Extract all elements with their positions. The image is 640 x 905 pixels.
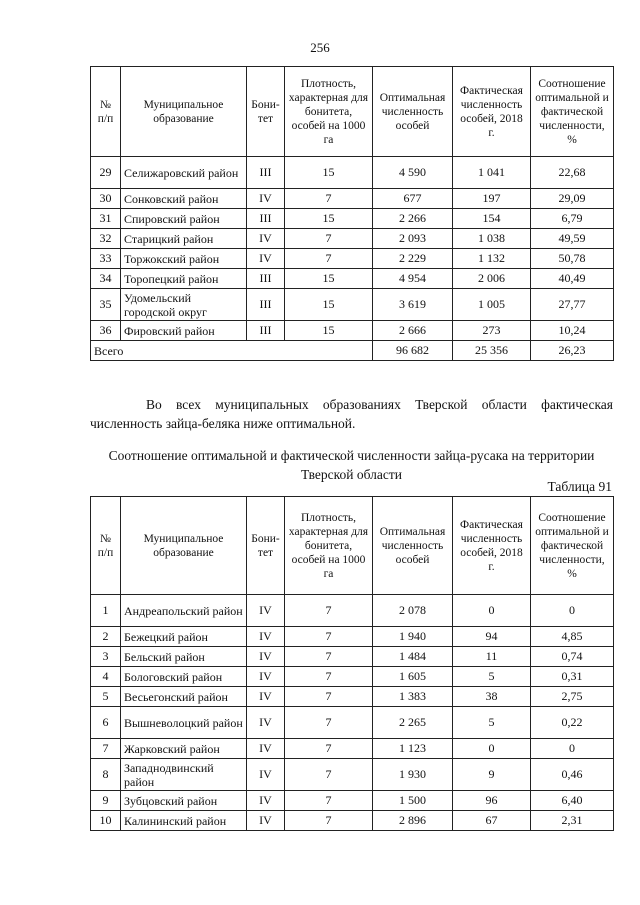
row-bonitet: IV xyxy=(247,595,285,627)
row-ratio: 0 xyxy=(531,739,614,759)
row-actual: 0 xyxy=(453,739,531,759)
row-ratio: 0,22 xyxy=(531,707,614,739)
row-ratio: 49,59 xyxy=(531,229,614,249)
row-municipality: Фировский район xyxy=(121,321,247,341)
total-optimal: 96 682 xyxy=(373,341,453,361)
header-bonitet: Бони-тет xyxy=(247,497,285,595)
row-density: 7 xyxy=(285,791,373,811)
page-number: 256 xyxy=(310,40,330,55)
row-number: 3 xyxy=(91,647,121,667)
row-municipality: Калининский район xyxy=(121,811,247,831)
header-municipality: Муниципальное образование xyxy=(121,67,247,157)
row-optimal: 1 123 xyxy=(373,739,453,759)
row-density: 15 xyxy=(285,157,373,189)
header-actual: Фактическая численность особей, 2018 г. xyxy=(453,67,531,157)
table-row xyxy=(91,289,614,321)
row-ratio: 2,31 xyxy=(531,811,614,831)
row-actual: 1 041 xyxy=(453,157,531,189)
row-municipality: Селижаровский район xyxy=(121,157,247,189)
row-actual: 154 xyxy=(453,209,531,229)
row-optimal: 1 484 xyxy=(373,647,453,667)
row-number: 33 xyxy=(91,249,121,269)
row-actual: 273 xyxy=(453,321,531,341)
row-actual: 5 xyxy=(453,667,531,687)
row-number: 36 xyxy=(91,321,121,341)
row-density: 7 xyxy=(285,189,373,209)
row-municipality: Жарковский район xyxy=(121,739,247,759)
row-bonitet: IV xyxy=(247,229,285,249)
population-table-rusak xyxy=(90,496,614,831)
table-caption: Соотношение оптимальной и фактической численности зайца-русака на территории Тверской области xyxy=(108,448,595,482)
table-row xyxy=(91,209,614,229)
header-ratio: Соотношение оптимальной и фактической численности, % xyxy=(531,67,614,157)
table-number-label: Таблица 91 xyxy=(547,479,612,494)
table-row xyxy=(91,157,614,189)
row-actual: 5 xyxy=(453,707,531,739)
row-bonitet: IV xyxy=(247,759,285,791)
row-ratio: 10,24 xyxy=(531,321,614,341)
row-optimal: 4 954 xyxy=(373,269,453,289)
row-optimal: 2 093 xyxy=(373,229,453,249)
total-row xyxy=(91,341,614,361)
row-bonitet: IV xyxy=(247,687,285,707)
table-row xyxy=(91,647,614,667)
row-bonitet: IV xyxy=(247,811,285,831)
table-row xyxy=(91,595,614,627)
row-municipality: Удомельский городской округ xyxy=(121,289,247,321)
table-row xyxy=(91,707,614,739)
row-optimal: 1 383 xyxy=(373,687,453,707)
row-actual: 0 xyxy=(453,595,531,627)
row-municipality: Вышневолоцкий район xyxy=(121,707,247,739)
row-optimal: 2 265 xyxy=(373,707,453,739)
header-ratio: Соотношение оптимальной и фактической численности, % xyxy=(531,497,614,595)
table-row xyxy=(91,739,614,759)
header-optimal: Оптимальная численность особей xyxy=(373,67,453,157)
row-number: 10 xyxy=(91,811,121,831)
row-density: 7 xyxy=(285,759,373,791)
row-optimal: 1 605 xyxy=(373,667,453,687)
row-optimal: 1 930 xyxy=(373,759,453,791)
row-number: 30 xyxy=(91,189,121,209)
row-municipality: Торопецкий район xyxy=(121,269,247,289)
row-bonitet: III xyxy=(247,157,285,189)
row-ratio: 29,09 xyxy=(531,189,614,209)
row-bonitet: IV xyxy=(247,739,285,759)
row-municipality: Бологовский район xyxy=(121,667,247,687)
header-density: Плотность, характерная для бонитета, особей на 1000 га xyxy=(285,497,373,595)
row-density: 7 xyxy=(285,627,373,647)
row-bonitet: III xyxy=(247,321,285,341)
population-table-beliak xyxy=(90,66,614,361)
row-density: 7 xyxy=(285,707,373,739)
row-actual: 94 xyxy=(453,627,531,647)
row-number: 4 xyxy=(91,667,121,687)
row-optimal: 2 666 xyxy=(373,321,453,341)
row-density: 15 xyxy=(285,289,373,321)
header-density: Плотность, характерная для бонитета, особей на 1000 га xyxy=(285,67,373,157)
row-density: 7 xyxy=(285,595,373,627)
row-number: 8 xyxy=(91,759,121,791)
row-bonitet: IV xyxy=(247,647,285,667)
row-optimal: 2 266 xyxy=(373,209,453,229)
row-optimal: 1 500 xyxy=(373,791,453,811)
header-optimal: Оптимальная численность особей xyxy=(373,497,453,595)
row-bonitet: IV xyxy=(247,627,285,647)
row-number: 29 xyxy=(91,157,121,189)
row-municipality: Спировский район xyxy=(121,209,247,229)
header-bonitet: Бони-тет xyxy=(247,67,285,157)
row-actual: 1 038 xyxy=(453,229,531,249)
row-optimal: 3 619 xyxy=(373,289,453,321)
row-bonitet: III xyxy=(247,289,285,321)
row-ratio: 0,74 xyxy=(531,647,614,667)
row-actual: 38 xyxy=(453,687,531,707)
row-municipality: Торжокский район xyxy=(121,249,247,269)
row-municipality: Андреапольский район xyxy=(121,595,247,627)
row-actual: 197 xyxy=(453,189,531,209)
row-density: 7 xyxy=(285,739,373,759)
row-number: 35 xyxy=(91,289,121,321)
total-label: Всего xyxy=(91,341,373,361)
row-ratio: 6,40 xyxy=(531,791,614,811)
row-density: 7 xyxy=(285,811,373,831)
row-bonitet: IV xyxy=(247,667,285,687)
row-ratio: 6,79 xyxy=(531,209,614,229)
table-row xyxy=(91,627,614,647)
row-actual: 11 xyxy=(453,647,531,667)
total-ratio: 26,23 xyxy=(531,341,614,361)
row-optimal: 677 xyxy=(373,189,453,209)
row-bonitet: IV xyxy=(247,707,285,739)
row-optimal: 4 590 xyxy=(373,157,453,189)
row-optimal: 1 940 xyxy=(373,627,453,647)
row-optimal: 2 229 xyxy=(373,249,453,269)
table-row xyxy=(91,321,614,341)
row-number: 2 xyxy=(91,627,121,647)
row-ratio: 0,31 xyxy=(531,667,614,687)
row-municipality: Весьегонский район xyxy=(121,687,247,707)
row-number: 1 xyxy=(91,595,121,627)
row-number: 6 xyxy=(91,707,121,739)
row-actual: 1 005 xyxy=(453,289,531,321)
table-row xyxy=(91,811,614,831)
row-actual: 9 xyxy=(453,759,531,791)
table-row xyxy=(91,759,614,791)
table-row xyxy=(91,269,614,289)
header-num: № п/п xyxy=(91,67,121,157)
row-municipality: Бельский район xyxy=(121,647,247,667)
row-number: 9 xyxy=(91,791,121,811)
row-ratio: 22,68 xyxy=(531,157,614,189)
row-bonitet: III xyxy=(247,209,285,229)
row-number: 7 xyxy=(91,739,121,759)
header-municipality: Муниципальное образование xyxy=(121,497,247,595)
row-municipality: Зубцовский район xyxy=(121,791,247,811)
row-actual: 96 xyxy=(453,791,531,811)
total-actual: 25 356 xyxy=(453,341,531,361)
row-density: 7 xyxy=(285,229,373,249)
row-optimal: 2 078 xyxy=(373,595,453,627)
row-municipality: Сонковский район xyxy=(121,189,247,209)
row-density: 15 xyxy=(285,209,373,229)
row-density: 7 xyxy=(285,647,373,667)
table-row xyxy=(91,791,614,811)
header-actual: Фактическая численность особей, 2018 г. xyxy=(453,497,531,595)
row-density: 15 xyxy=(285,269,373,289)
row-municipality: Бежецкий район xyxy=(121,627,247,647)
row-actual: 2 006 xyxy=(453,269,531,289)
row-number: 5 xyxy=(91,687,121,707)
row-municipality: Западнодвинский район xyxy=(121,759,247,791)
row-number: 34 xyxy=(91,269,121,289)
row-density: 7 xyxy=(285,667,373,687)
paragraph-text: Во всех муниципальных образованиях Тверской области фактическая численность зайца-беляка ниже оптимальной. xyxy=(90,397,613,431)
row-bonitet: IV xyxy=(247,189,285,209)
row-actual: 1 132 xyxy=(453,249,531,269)
table-row xyxy=(91,189,614,209)
row-ratio: 40,49 xyxy=(531,269,614,289)
row-municipality: Старицкий район xyxy=(121,229,247,249)
table-header-row xyxy=(91,67,614,157)
table-row xyxy=(91,229,614,249)
row-bonitet: IV xyxy=(247,791,285,811)
row-bonitet: IV xyxy=(247,249,285,269)
row-density: 7 xyxy=(285,687,373,707)
row-density: 15 xyxy=(285,321,373,341)
table-header-row xyxy=(91,497,614,595)
table-row xyxy=(91,249,614,269)
header-num: № п/п xyxy=(91,497,121,595)
row-ratio: 0,46 xyxy=(531,759,614,791)
row-ratio: 4,85 xyxy=(531,627,614,647)
row-ratio: 50,78 xyxy=(531,249,614,269)
row-ratio: 0 xyxy=(531,595,614,627)
row-optimal: 2 896 xyxy=(373,811,453,831)
row-bonitet: III xyxy=(247,269,285,289)
table-row xyxy=(91,667,614,687)
row-ratio: 2,75 xyxy=(531,687,614,707)
row-number: 32 xyxy=(91,229,121,249)
table-row xyxy=(91,687,614,707)
row-ratio: 27,77 xyxy=(531,289,614,321)
row-number: 31 xyxy=(91,209,121,229)
row-actual: 67 xyxy=(453,811,531,831)
row-density: 7 xyxy=(285,249,373,269)
